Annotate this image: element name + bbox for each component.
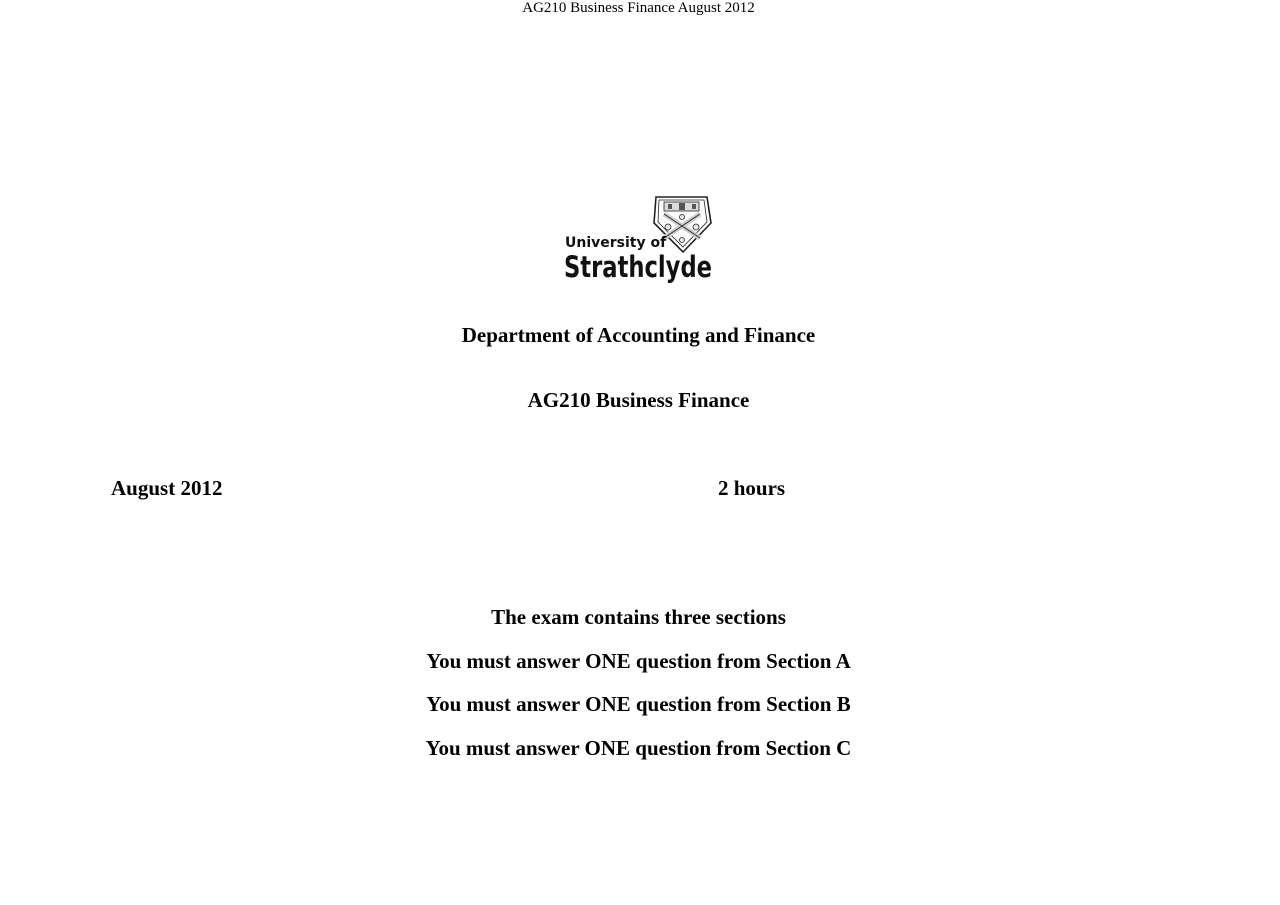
course-title: AG210 Business Finance <box>527 388 750 412</box>
logo-line-1: University of <box>565 235 667 251</box>
university-logo <box>564 194 714 284</box>
department-title: Department of Accounting and Finance <box>461 323 816 347</box>
instruction-line: You must answer ONE question from Section A <box>426 649 851 673</box>
exam-duration: 2 hours <box>718 476 786 500</box>
logo-line-2: Strathclyde <box>564 250 712 284</box>
instruction-line: You must answer ONE question from Section C <box>425 736 852 760</box>
running-header: AG210 Business Finance August 2012 <box>522 0 755 16</box>
exam-date: August 2012 <box>111 476 223 500</box>
instruction-line: The exam contains three sections <box>491 605 786 629</box>
instruction-line: You must answer ONE question from Section B <box>426 692 851 716</box>
